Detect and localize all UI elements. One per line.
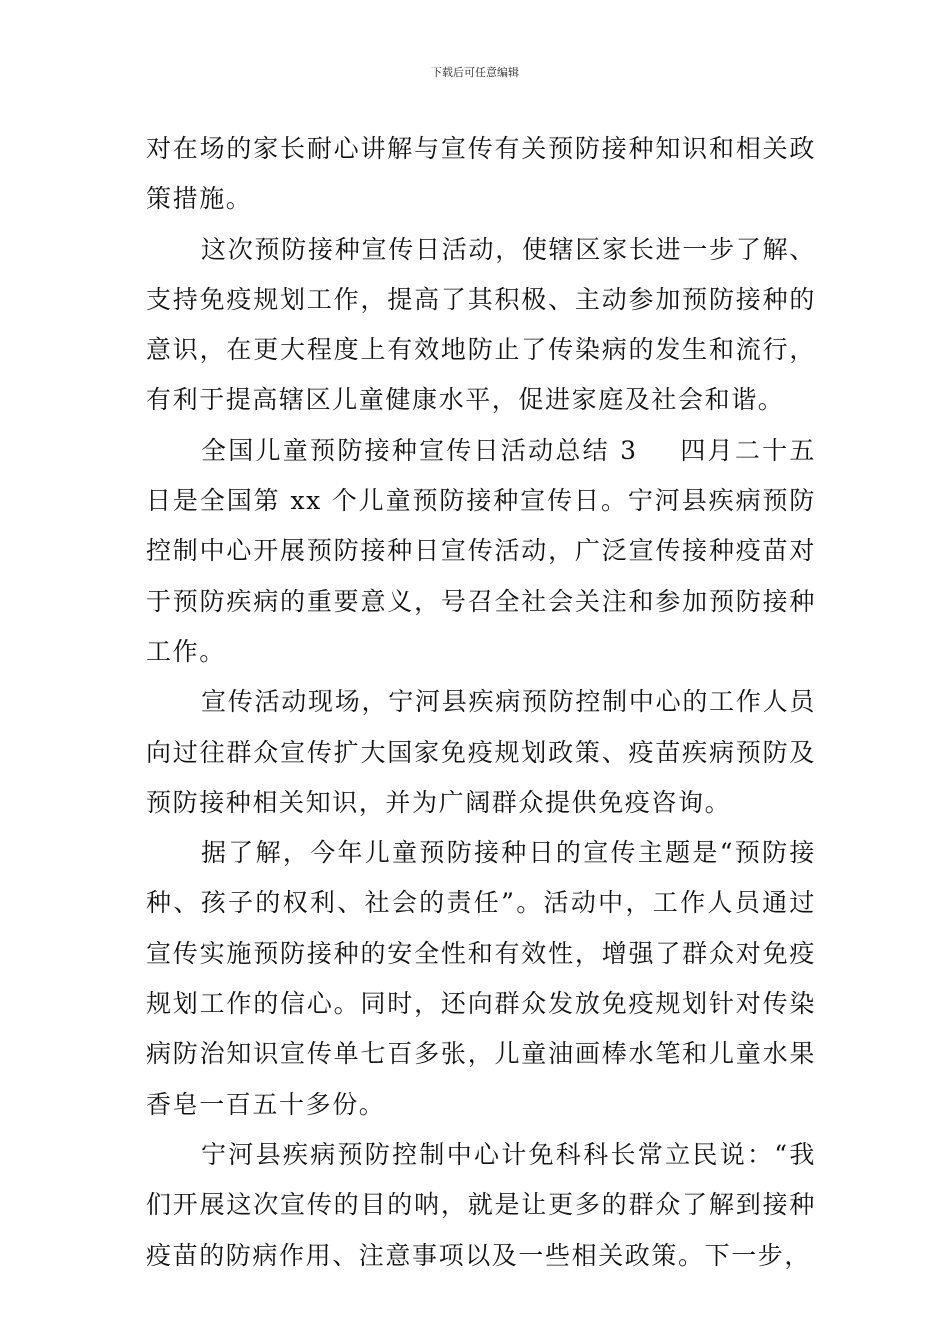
document-body — [146, 124, 816, 1281]
paragraph: 宣传活动现场，宁河县疾病预防控制中心的工作人员向过往群众宣传扩大国家免疫规划政策、疫苗疾病预防及预防接种相关知识，并为广阔群众提供免疫咨询。 — [146, 687, 816, 817]
paragraph: 这次预防接种宣传日活动，使辖区家长进一步了解、支持免疫规划工作，提高了其积极、主动参加预防接种的意识，在更大程度上有效地防止了传染病的发生和流行，有利于提高辖区儿童健康水平，促进家庭及社会和谐。 — [146, 234, 816, 415]
paragraph — [146, 426, 816, 677]
paragraph-text: 四月二十五日是全国第 xx 个儿童预防接种宣传日。宁河县疾病预防控制中心开展预防接种日宣传活动，广泛宣传接种疫苗对于预防疾病的重要意义，号召全社会关注和参加预防接种工作。 — [146, 435, 816, 666]
section-title: 全国儿童预防接种宣传日活动总结 3 — [201, 435, 638, 465]
paragraph: 据了解，今年儿童预防接种日的宣传主题是“预防接种、孩子的权利、社会的责任”。活动中，工作人员通过宣传实施预防接种的安全性和有效性，增强了群众对免疫规划工作的信心。同时，还向群众发放免疫规划针对传染病防治知识宣传单七百多张，儿童油画棒水笔和儿童水果香皂一百五十多份。 — [146, 838, 816, 1119]
page-header-note: 下载后可任意编辑 — [431, 66, 519, 79]
paragraph: 对在场的家长耐心讲解与宣传有关预防接种知识和相关政策措施。 — [146, 134, 816, 214]
paragraph: 宁河县疾病预防控制中心计免科科长常立民说：“我们开展这次宣传的目的呐，就是让更多的群众了解到接种疫苗的防病作用、注意事项以及一些相关政策。下一步， — [146, 1139, 816, 1270]
